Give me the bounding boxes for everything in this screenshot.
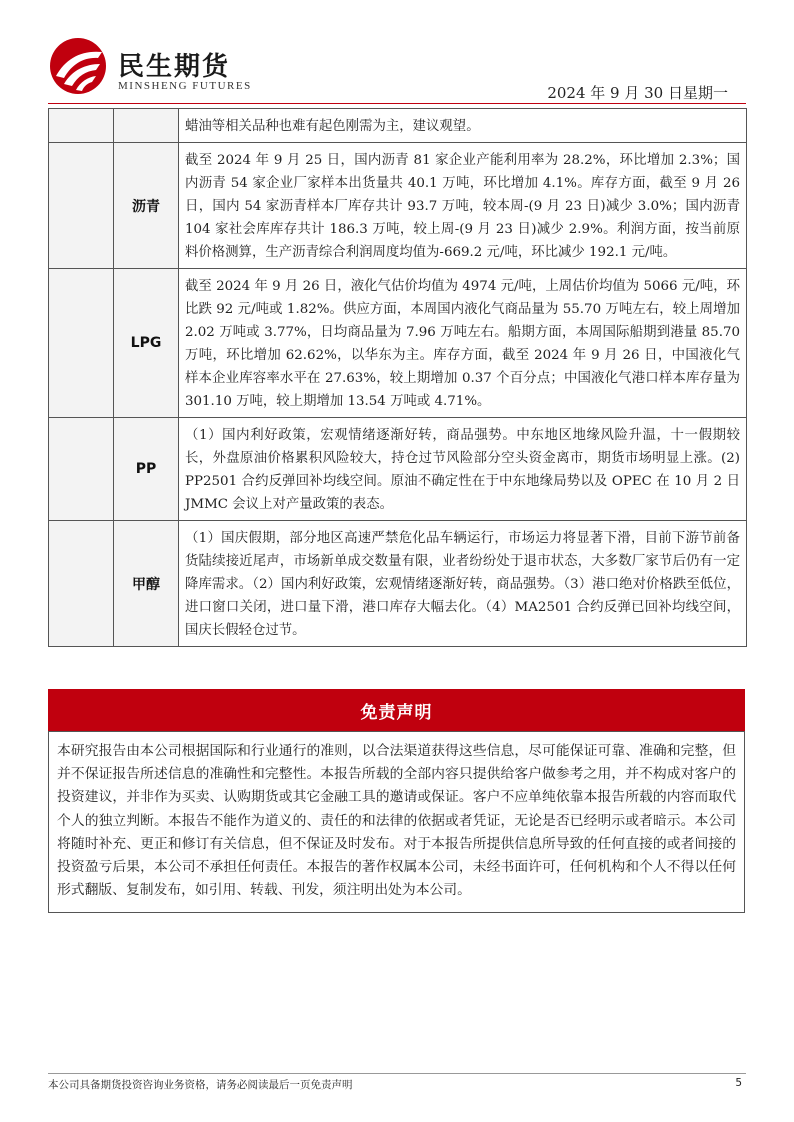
commodity-name: PP <box>114 418 179 520</box>
header-divider <box>48 103 746 104</box>
footer-note: 本公司具备期货投资咨询业务资格，请务必阅读最后一页免责声明 <box>48 1079 353 1091</box>
group-cell <box>49 109 114 142</box>
disclaimer-title: 免责声明 <box>48 689 745 731</box>
commodity-analysis: （1）国内利好政策，宏观情绪逐渐好转，商品强势。中东地区地缘风险升温，十一假期较长，外盘原油价格累积风险较大，持仓过节风险部分空头资金离市，期货市场明显上涨。(2) PP2501 合约反弹回补均线空间。原油不确定性在于中东地缘局势以及 OPEC 在 10 月 2 日 JMMC 会议上对产量政策的表态。 <box>185 428 740 512</box>
commodity-analysis: 蜡油等相关品种也难有起色刚需为主，建议观望。 <box>185 119 480 134</box>
commodity-name: 甲醇 <box>114 521 179 646</box>
group-cell <box>49 269 114 417</box>
table-row <box>49 143 746 269</box>
table-row <box>49 418 746 521</box>
page-header <box>48 36 746 102</box>
table-row <box>49 109 746 143</box>
table-row <box>49 269 746 418</box>
commodity-analysis: （1）国庆假期，部分地区高速严禁危化品车辆运行，市场运力将显著下滑，目前下游节前备货陆续接近尾声，市场新单成交数量有限，业者纷纷处于退市状态，大多数厂家节后仍有一定降库需求。（2）国内利好政策，宏观情绪逐渐好转，商品强势。（3）港口绝对价格跌至低位，进口窗口关闭，进口量下滑，港口库存大幅去化。（4）MA2501 合约反弹已回补均线空间，国庆长假轻仓过节。 <box>185 531 740 638</box>
group-cell <box>49 143 114 268</box>
commodity-name <box>114 109 179 142</box>
company-name-en: MINSHENG FUTURES <box>118 80 252 92</box>
commodity-analysis: 截至 2024 年 9 月 25 日，国内沥青 81 家企业产能利用率为 28.2%，环比增加 2.3%；国内沥青 54 家企业厂家样本出货量共 40.1 万吨，环比增加 4.1%。库存方面，截至 9 月 26 日，国内 54 家沥青样本厂库存共计 93.7 万吨，较本周-(9 月 23 日)减少 3.0%；国内沥青 104 家社会库库存共计 186.3 万吨，较上周-(9 月 23 日)减少 2.9%。利润方面，按当前原料价格测算，生产沥青综合利润周度均值为-669.2 元/吨，环比减少 192.1 元/吨。 <box>185 153 741 260</box>
company-name-cn: 民生期货 <box>118 52 231 82</box>
page-number: 5 <box>735 1077 742 1089</box>
footer-divider <box>48 1073 746 1074</box>
group-cell <box>49 418 114 520</box>
commodity-name: 沥青 <box>114 143 179 268</box>
commodity-table <box>48 108 747 647</box>
disclaimer-body: 本研究报告由本公司根据国际和行业通行的准则，以合法渠道获得这些信息，尽可能保证可靠、准确和完整，但并不保证报告所述信息的准确性和完整性。本报告所载的全部内容只提供给客户做参考之用，并不构成对客户的投资建议，并非作为买卖、认购期货或其它金融工具的邀请或保证。客户不应单纯依靠本报告所载的内容而取代个人的独立判断。本报告不能作为道义的、责任的和法律的依据或者凭证，无论是否已经明示或者暗示。本公司将随时补充、更正和修订有关信息，但不保证及时发布。对于本报告所提供信息所导致的任何直接的或者间接的投资盈亏后果，本公司不承担任何责任。本报告的著作权属本公司，未经书面许可，任何机构和个人不得以任何形式翻版、复制发布，如引用、转载、刊发，须注明出处为本公司。 <box>48 731 745 913</box>
minsheng-logo-icon <box>48 36 108 96</box>
table-row <box>49 521 746 647</box>
commodity-name: LPG <box>114 269 179 417</box>
report-date: 2024 年 9 月 30 日星期一 <box>547 84 728 102</box>
commodity-analysis: 截至 2024 年 9 月 26 日，液化气估价均值为 4974 元/吨，上周估价均值为 5066 元/吨，环比跌 92 元/吨或 1.82%。供应方面，本周国内液化气商品量为 55.70 万吨左右，较上周增加 2.02 万吨或 3.77%，日均商品量为 7.96 万吨左右。船期方面，本周国际船期到港量 85.70 万吨，环比增加 62.62%，以华东为主。库存方面，截至 2024 年 9 月 26 日，中国液化气样本企业库容率水平在 27.63%，较上期增加 0.37 个百分点；中国液化气港口样本库存量为 301.10 万吨，较上期增加 13.54 万吨或 4.71%。 <box>185 279 740 409</box>
group-cell <box>49 521 114 646</box>
